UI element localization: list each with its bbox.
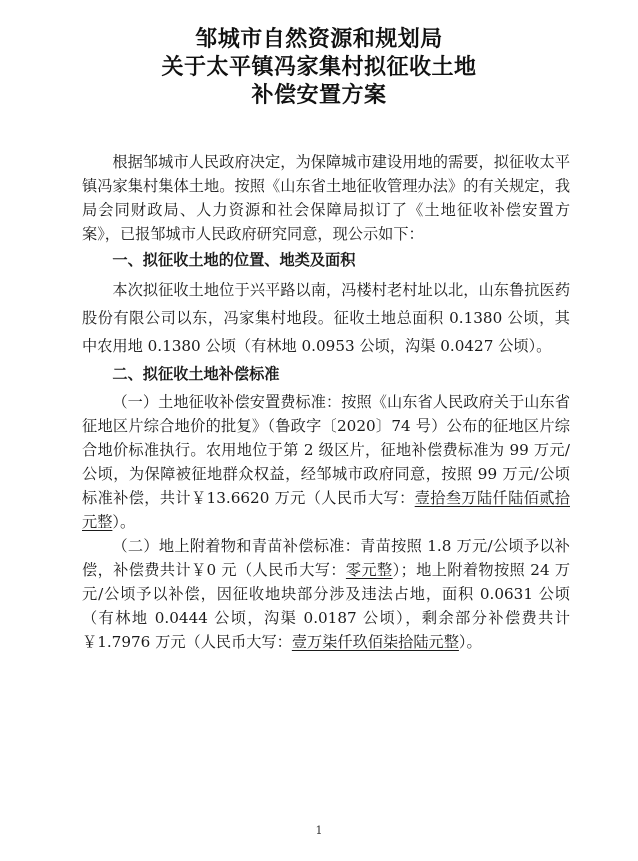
item-2-tail: ）。 — [458, 633, 482, 651]
item-1-amount-words: 壹拾叁万陆仟陆佰贰拾元整 — [82, 489, 570, 531]
item-1-tail: ）。 — [112, 513, 136, 531]
section-2-heading: 二、拟征收土地补偿标准 — [112, 365, 280, 383]
page-number: 1 — [315, 824, 323, 837]
section-1-heading: 一、拟征收土地的位置、地类及面积 — [112, 251, 356, 269]
section-1-paragraph: 本次拟征收土地位于兴平路以南，冯楼村老村址以北，山东鲁抗医药股份有限公司以东，冯家集村地段。征收土地总面积 0.1380 公顷，其中农用地 0.1380 公顷（有林地 0.0953 公顷，沟渠 0.0427 公顷）。 — [82, 281, 570, 355]
document-title — [0, 26, 638, 110]
title-line-2: 关于太平镇冯家集村拟征收土地 — [161, 55, 477, 80]
section-2-item-1 — [82, 390, 570, 534]
item-1-text: （一）土地征收补偿安置费标准：按照《山东省人民政府关于山东省征地区片综合地价的批复》（鲁政字〔2020〕74 号）公布的征地区片综合地价标准执行。农用地位于第 2 级区片，征地补偿费标准为 99 万元/公顷，为保障被征地群众权益，经邹城市政府同意，按照 99 万元/公顷标准补偿，共计￥13.6620 万元（人民币大写： — [82, 393, 570, 507]
intro-paragraph: 根据邹城市人民政府决定，为保障城市建设用地的需要，拟征收太平镇冯家集村集体土地。按照《山东省土地征收管理办法》的有关规定，我局会同财政局、人力资源和社会保障局拟订了《土地征收补偿安置方案》，已报邹城市人民政府研究同意，现公示如下： — [82, 153, 570, 243]
section-1-body — [82, 276, 570, 360]
title-line-3: 补偿安置方案 — [251, 83, 387, 108]
title-line-1: 邹城市自然资源和规划局 — [195, 27, 443, 52]
document-body — [82, 150, 570, 654]
item-2-text-2: ）；地上附着物按照 24 万元/公顷予以补偿，因征收地块部分涉及违法占地，面积 0.0631 公顷（有林地 0.0444 公顷，沟渠 0.0187 公顷），剩余部分补偿费共计￥1.7976 万元（人民币大写： — [82, 561, 571, 651]
item-2-amount-words-1: 零元整 — [345, 561, 393, 579]
section-2-item-2 — [82, 534, 570, 654]
item-2-text-1: （二）地上附着物和青苗补偿标准：青苗按照 1.8 万元/公顷予以补偿，补偿费共计￥0 元（人民币大写： — [82, 537, 570, 579]
item-2-amount-words-2: 壹万柒仟玖佰柒拾陆元整 — [291, 633, 459, 651]
